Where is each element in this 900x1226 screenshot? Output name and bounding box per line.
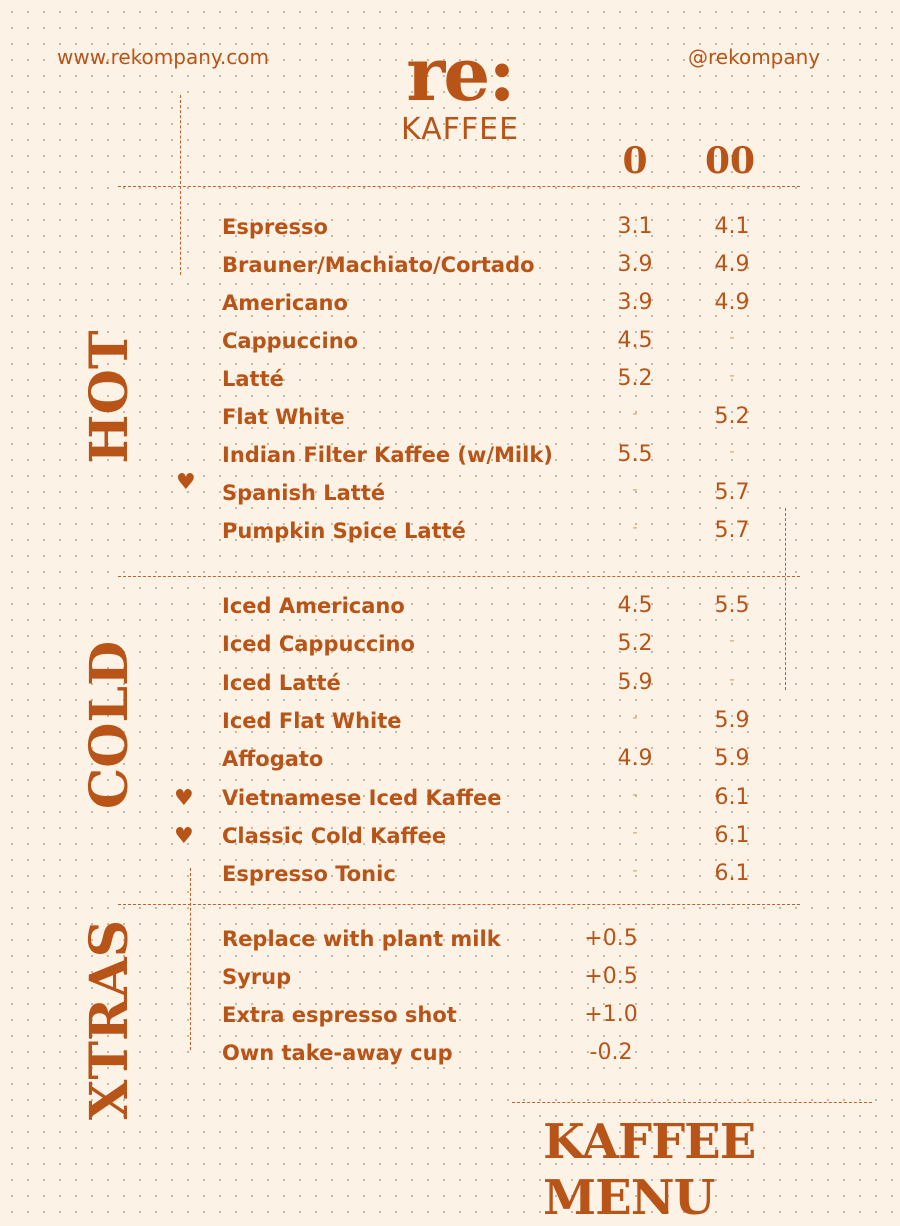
cold-item-price-single: 5.9 [617, 669, 653, 695]
cold-item-price-double: - [729, 669, 735, 688]
cold-item-price-single: - [632, 707, 638, 726]
hot-item-name: Brauner/Machiato/Cortado [222, 253, 535, 277]
hot-item-price-single: 5.5 [617, 442, 653, 467]
hot-item-price-double: 4.9 [714, 252, 750, 277]
website-link[interactable]: www.rekompany.com [57, 45, 269, 69]
hot-item-price-single: 3.1 [617, 214, 653, 239]
logo-mark: re: [406, 32, 514, 118]
hot-item-price-single: 4.5 [617, 328, 653, 353]
hot-item-price-single: - [632, 480, 638, 498]
instagram-handle[interactable]: @rekompany [688, 45, 821, 69]
hot-item-price-single: 5.2 [617, 366, 653, 391]
hot-item-price-double: 5.7 [714, 518, 750, 543]
hot-item-name: Pumpkin Spice Latté [222, 519, 466, 543]
hot-item-name: Latté [222, 367, 284, 391]
hot-item-price-single: 3.9 [617, 252, 653, 277]
cold-item-price-double: 6.1 [714, 784, 750, 810]
cold-item-price-single: 4.9 [617, 746, 653, 772]
hot-item-name: Indian Filter Kaffee (w/Milk) [222, 443, 553, 467]
divider-header [118, 186, 800, 187]
cold-item-price-double: 5.9 [714, 746, 750, 772]
cold-item-name: Affogato [222, 747, 324, 772]
divider-hot-cold [118, 576, 800, 577]
cold-item-name: Iced Flat White [222, 708, 402, 733]
hot-item-price-double: 4.9 [714, 290, 750, 315]
cold-item-price-single: 5.2 [617, 631, 653, 657]
xtras-item-price: -0.2 [589, 1040, 633, 1065]
cold-item-price-double: 5.9 [714, 707, 750, 733]
cold-item-price-single: 4.5 [617, 593, 653, 618]
double-shot-header: 00 [704, 140, 756, 182]
xtras-item-price: +0.5 [584, 964, 638, 989]
cold-item-price-double: 6.1 [714, 822, 750, 848]
heart-icon: ♥ [174, 786, 194, 811]
cold-item-name: Vietnamese Iced Kaffee [222, 785, 502, 810]
hot-item-price-double: - [729, 328, 735, 346]
single-shot-header: 0 [622, 140, 648, 182]
xtras-item-price: +0.5 [584, 926, 638, 951]
cold-item-price-double: 5.5 [714, 593, 750, 618]
hot-item-price-double: - [729, 366, 735, 384]
menu-title: KAFFEE MENU [543, 1114, 756, 1226]
hot-item-price-single: - [632, 404, 638, 422]
hot-item-price-single: 3.9 [617, 290, 653, 315]
hot-item-name: Americano [222, 291, 348, 315]
cold-item-price-single: - [632, 784, 638, 803]
xtras-item-price: +1.0 [584, 1002, 638, 1027]
hot-item-price-double: 5.2 [714, 404, 750, 429]
logo-subtitle: KAFFEE [400, 112, 520, 147]
hot-item-price-double: - [729, 442, 735, 460]
cold-item-price-double: - [729, 631, 735, 650]
logo [380, 32, 540, 147]
divider-footer [512, 1102, 872, 1103]
divider-vertical-right [785, 508, 786, 690]
xtras-item-name: Own take-away cup [222, 1041, 453, 1065]
section-label-cold: COLD [79, 640, 140, 810]
divider-cold-xtras [118, 904, 800, 905]
heart-icon: ♥ [174, 824, 194, 849]
hot-item-name: Spanish Latté [222, 481, 386, 505]
cold-item-name: Iced Cappuccino [222, 632, 415, 657]
hot-item-price-double: 4.1 [714, 214, 750, 239]
divider-vertical-left [190, 868, 191, 1050]
hot-item-price-double: 5.7 [714, 480, 750, 505]
hot-item-name: Espresso [222, 215, 328, 239]
cold-item-price-single: - [632, 861, 638, 880]
heart-icon: ♥ [176, 470, 196, 495]
cold-item-price-single: - [632, 822, 638, 841]
cold-item-name: Iced Americano [222, 594, 405, 618]
hot-item-price-single: - [632, 518, 638, 536]
cold-item-price-double: 6.1 [714, 861, 750, 887]
hot-item-name: Cappuccino [222, 329, 359, 353]
xtras-item-name: Extra espresso shot [222, 1003, 457, 1027]
xtras-item-name: Syrup [222, 965, 292, 989]
section-label-xtras: XTRAS [79, 919, 140, 1120]
divider-vertical-top [180, 95, 181, 275]
cold-item-name: Espresso Tonic [222, 862, 396, 887]
cold-item-name: Classic Cold Kaffee [222, 823, 447, 848]
cold-item-name: Iced Latté [222, 670, 341, 695]
hot-item-name: Flat White [222, 405, 345, 429]
xtras-item-name: Replace with plant milk [222, 927, 501, 951]
section-label-hot: HOT [79, 330, 140, 464]
